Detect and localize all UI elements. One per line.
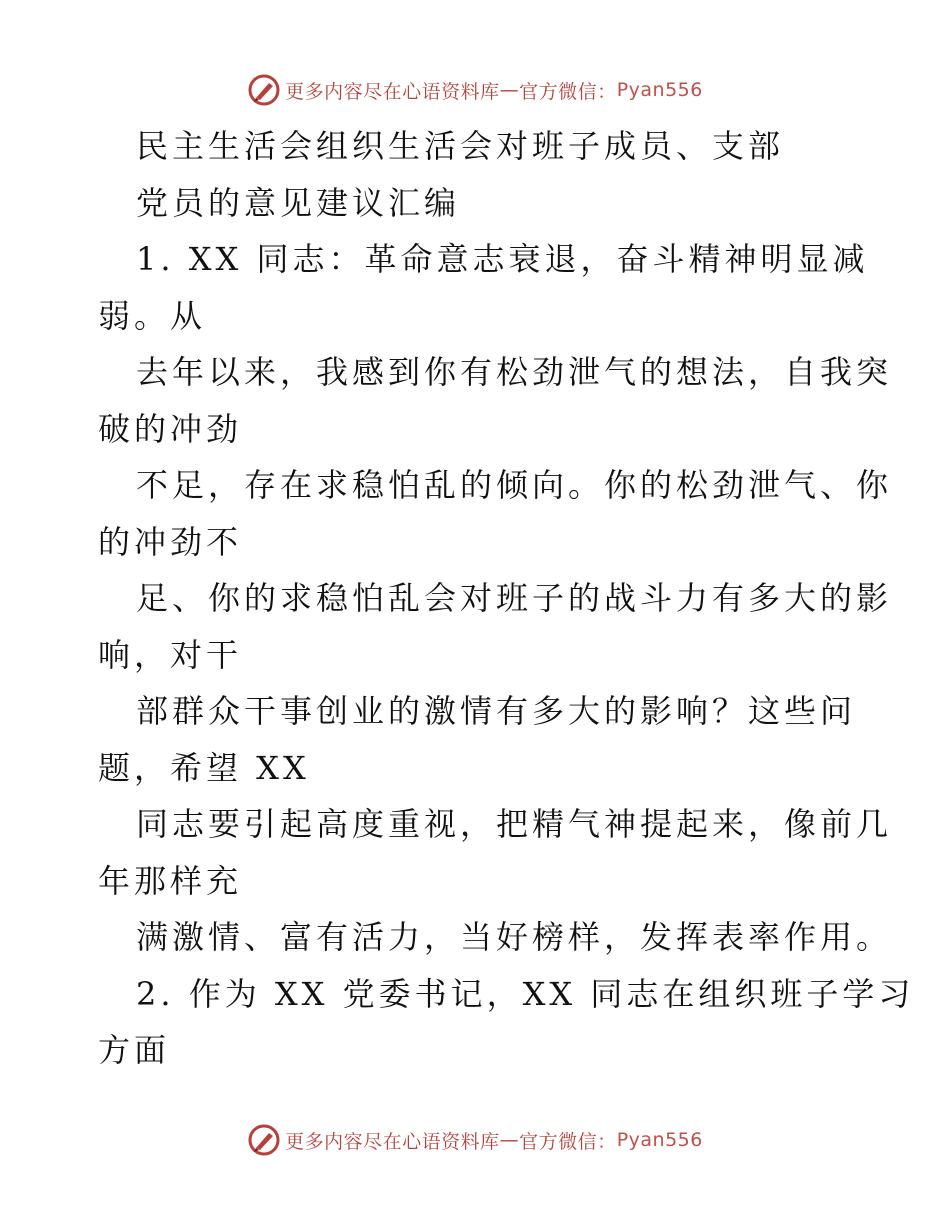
watermark-handle: Pyan556 <box>616 79 703 101</box>
document-line: 破的冲劲 <box>98 409 243 448</box>
document-line: 足、你的求稳怕乱会对班子的战斗力有多大的影 <box>136 579 893 617</box>
document-line: 满激情、富有活力，当好榜样，发挥表率作用。 <box>136 918 893 956</box>
document-line: 方面 <box>98 1031 171 1069</box>
watermark-text: 更多内容尽在心语资料库 <box>285 80 500 103</box>
document-body <box>98 118 915 1079</box>
document-line: 同志要引起高度重视，把精气神提起来，像前几 <box>136 805 893 843</box>
document-line: 民主生活会组织生活会对班子成员、支部 <box>136 127 785 165</box>
document-line: 1. XX 同志：革命意志衰退，奋斗精神明显减 <box>136 240 869 278</box>
document-line: 的冲劲不 <box>98 522 243 561</box>
document-line: 响，对干 <box>98 635 243 674</box>
watermark-separator: — <box>499 1129 520 1151</box>
watermark-footer <box>0 1120 950 1160</box>
document-line: 题，希望 XX <box>98 748 310 787</box>
watermark-text: 更多内容尽在心语资料库 <box>285 1130 500 1153</box>
document-line: 年那样充 <box>98 861 243 900</box>
watermark-handle: Pyan556 <box>616 1129 703 1151</box>
watermark-separator: — <box>499 79 520 101</box>
watermark-header <box>0 70 950 110</box>
watermark-official: 官方微信： <box>519 80 617 103</box>
pen-logo-icon <box>247 1123 281 1157</box>
document-line: 2. 作为 XX 党委书记，XX 同志在组织班子学习 <box>136 974 915 1013</box>
pen-logo-icon <box>247 73 281 107</box>
watermark-official: 官方微信： <box>519 1130 617 1153</box>
document-line: 不足，存在求稳怕乱的倾向。你的松劲泄气、你 <box>136 466 893 504</box>
document-line: 弱。从 <box>98 296 207 335</box>
document-line: 部群众干事创业的激情有多大的影响？这些问 <box>136 692 857 730</box>
document-line: 党员的意见建议汇编 <box>136 183 461 222</box>
document-line: 去年以来，我感到你有松劲泄气的想法，自我突 <box>136 353 893 391</box>
